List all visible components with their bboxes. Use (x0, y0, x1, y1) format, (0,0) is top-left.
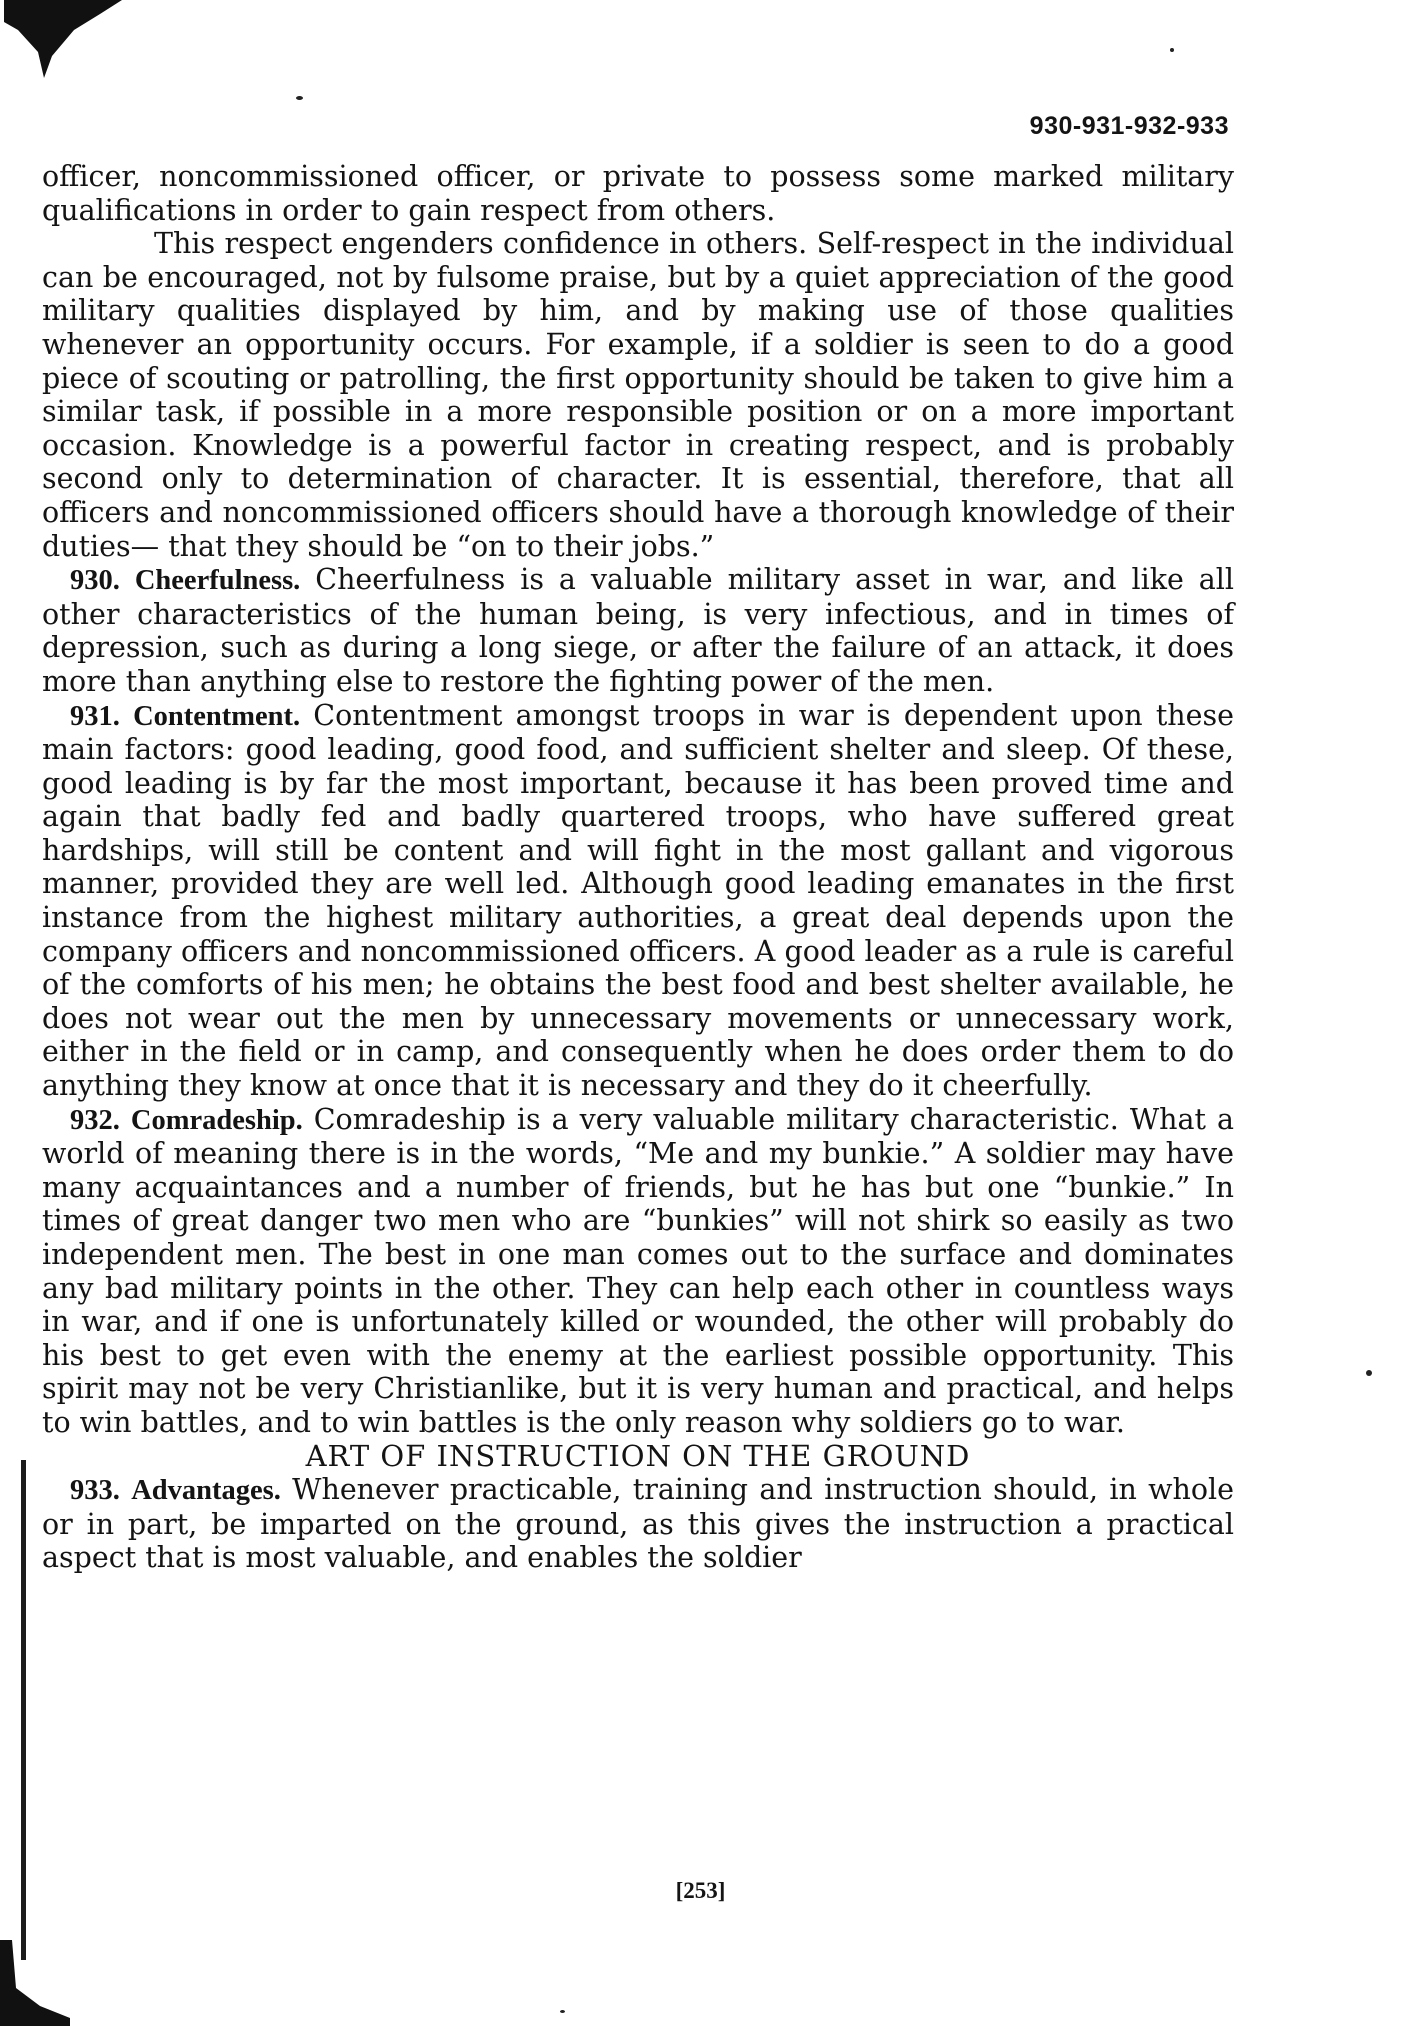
section-heading-inline: Contentment. (133, 700, 301, 732)
section-number: 931. (70, 700, 120, 732)
scan-speck (296, 96, 303, 100)
centered-section-heading: ART OF INSTRUCTION ON THE GROUND (305, 1438, 971, 1473)
section-933 (42, 1473, 1234, 1575)
scan-speck (1366, 1370, 1372, 1376)
section-number: 933. (70, 1475, 120, 1507)
scan-artifact-bottom (0, 1940, 70, 2026)
respect-paragraph: This respect engenders confidence in others. Self-respect in the individual can be encouraged, not by fulsome praise, but by a quiet appreciation of the good military qualities displayed by him, and by making use of those qualities whenever an opportunity occurs. For example, if a soldier is seen to do a good piece of scouting or patrolling, the first opportunity should be taken to give him a similar task, if possible in a more responsible position or on a more important occasion. Knowledge is a powerful factor in creating respect, and is probably second only to determination of character. It is essential, therefore, that all officers and noncommissioned officers should have a thorough knowledge of their duties— that they should be “on to their jobs.” (42, 227, 1234, 563)
page-number: [253] (675, 1878, 726, 1903)
section-931 (42, 699, 1234, 1103)
section-number: 932. (70, 1104, 120, 1136)
section-932 (42, 1103, 1234, 1440)
section-text: Comradeship is a very valuable military characteristic. What a world of meaning there is in the words, “Me and my bunkie.” A soldier may have many acquaintances and a number of friends, but he has but one “bunkie.” In times of great danger two men who are “bunkies” will not shirk so easily as two independent men. The best in one man comes out to the surface and dominates any bad military points in the other. They can help each other in countless ways in war, and if one is unfortunately killed or wounded, the other will probably do his best to get even with the enemy at the earliest possible opportunity. This spirit may not be very Christianlike, but it is very human and practical, and helps to win battles, and to win battles is the only reason why soldiers go to war. (42, 1102, 1235, 1439)
section-heading-inline: Cheerfulness. (134, 565, 301, 597)
section-heading-inline: Advantages. (131, 1475, 281, 1507)
section-number: 930. (70, 565, 120, 597)
body-text (42, 160, 1234, 1575)
continuation-paragraph: officer, noncommissioned officer, or private to possess some marked military qualifications in order to gain respect from others. (42, 160, 1234, 227)
section-text: Cheerfulness is a valuable military asset in war, and like all other characteristics of the human being, is very infectious, and in times of depression, such as during a long siege, or after the failure of an attack, it does more than anything else to restore the fighting power of the men. (42, 563, 1235, 698)
section-text: Contentment amongst troops in war is dependent upon these main factors: good leading, good food, and sufficient shelter and sleep. Of these, good leading is by far the most important, because it has been proved time and again that badly fed and badly quartered troops, who have suffered great hardships, will still be content and will fight in the most gallant and vigorous manner, provided they are well led. Although good leading emanates in the first instance from the highest military authorities, a great deal depends upon the company officers and noncommissioned officers. A good leader as a rule is careful of the comforts of his men; he obtains the best food and best shelter available, he does not wear out the men by unnecessary movements or unnecessary work, either in the field or in camp, and consequently when he does order them to do anything they know at once that it is necessary and they do it cheerfully. (42, 698, 1234, 1103)
section-text: Whenever practicable, training and instruction should, in whole or in part, be imparted on the ground, as this gives the instruction a practical aspect that is most valuable, and enables the soldier (42, 1473, 1235, 1575)
scan-artifact-top (4, 0, 124, 80)
section-930 (42, 563, 1234, 698)
scan-speck (560, 2010, 565, 2013)
scan-speck (1170, 48, 1174, 52)
running-head-section-numbers: 930-931-932-933 (1029, 112, 1229, 140)
section-heading-inline: Comradeship. (130, 1104, 303, 1136)
